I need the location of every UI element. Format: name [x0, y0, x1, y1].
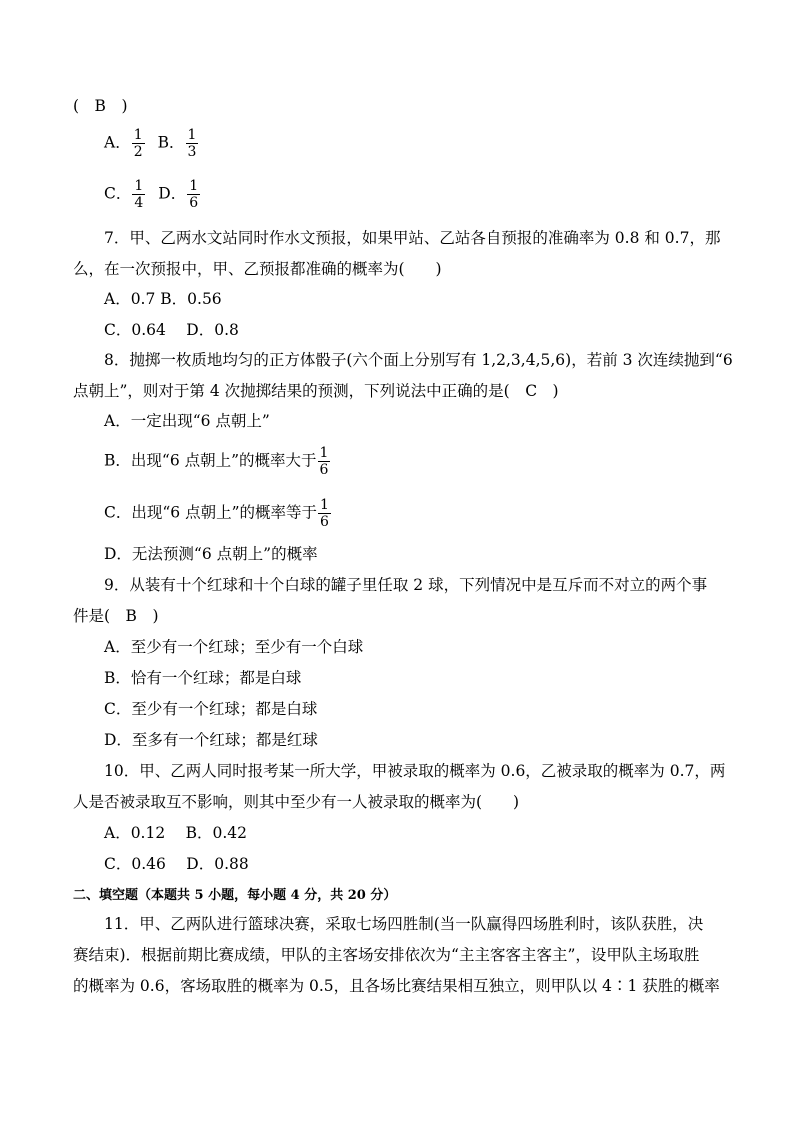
fraction-one-half: $\frac{1}{2}$: [133, 127, 143, 160]
fraction-one-sixth: $\frac{1}{6}$: [189, 178, 199, 211]
q10-options-cd: C．0.46 D．0.88: [104, 855, 249, 873]
q9-stem-line1: 9．从装有十个红球和十个白球的罐子里任取 2 球，下列情况中是互斥而不对立的两个事: [104, 576, 708, 594]
q10-options-ab: A．0.12 B．0.42: [104, 824, 248, 842]
fraction-one-sixth: $\frac{1}{6}$: [320, 497, 329, 530]
q6-option-d-label: D．: [158, 184, 187, 203]
q6-option-b-label: B．: [157, 133, 185, 152]
q6-options-ab: [104, 127, 199, 160]
q9-option-b: B．恰有一个红球；都是白球: [104, 669, 302, 687]
q7-options-cd: C．0.64 D．0.8: [104, 321, 239, 339]
q11-stem-line3: 的概率为 0.6，客场取胜的概率为 0.5，且各场比赛结果相互独立，则甲队以 4∶1 获胜的概率: [73, 977, 720, 995]
q6-option-a-label: A．: [104, 133, 131, 152]
section-heading-fill-in: 二、填空题（本题共 5 小题，每小题 4 分，共 20 分）: [73, 888, 397, 903]
q10-stem-line2: 人是否被录取互不影响，则其中至少有一人被录取的概率为( ): [73, 793, 520, 811]
q11-stem-line1: 11．甲、乙两队进行篮球决赛，采取七场四胜制(当一队赢得四场胜利时，该队获胜，决: [104, 915, 704, 933]
q8-option-c-text: C．出现“6 点朝上”的概率等于: [104, 503, 317, 522]
q11-stem-line2: 赛结束)．根据前期比赛成绩，甲队的主客场安排依次为“主主客客主客主”，设甲队主场取胜: [73, 946, 700, 964]
q8-option-d: D．无法预测“6 点朝上”的概率: [104, 545, 318, 563]
q9-stem-line2: 件是( B ): [73, 607, 159, 625]
q6-options-cd: [104, 178, 201, 211]
q9-option-a: A．至少有一个红球；至少有一个白球: [104, 638, 364, 656]
q7-stem-line2: 么，在一次预报中，甲、乙预报都准确的概率为( ): [73, 260, 442, 278]
q8-option-b-text: B．出现“6 点朝上”的概率大于: [104, 451, 317, 470]
q8-option-a: A．一定出现“6 点朝上”: [104, 412, 270, 430]
fraction-one-quarter: $\frac{1}{4}$: [134, 178, 144, 211]
q10-stem-line1: 10．甲、乙两人同时报考某一所大学，甲被录取的概率为 0.6，乙被录取的概率为 0.7，两: [104, 762, 726, 780]
fraction-one-third: $\frac{1}{3}$: [187, 127, 197, 160]
q9-option-c: C．至少有一个红球；都是白球: [104, 700, 318, 718]
q7-stem-line1: 7．甲、乙两水文站同时作水文预报，如果甲站、乙站各自预报的准确率为 0.8 和 0.7，那: [104, 229, 721, 247]
q8-stem-line1: 8．抛掷一枚质地均匀的正方体骰子(六个面上分别写有 1,2,3,4,5,6)，若前 3 次连续抛到“6: [104, 351, 733, 369]
q7-options-ab: A．0.7 B．0.56: [104, 290, 222, 308]
q8-stem-line2: 点朝上”，则对于第 4 次抛掷结果的预测，下列说法中正确的是( C ): [73, 382, 559, 400]
q8-option-c: [104, 497, 332, 530]
q8-option-b: [104, 445, 331, 478]
q6-answer: ( B ): [73, 97, 128, 115]
fraction-one-sixth: $\frac{1}{6}$: [319, 445, 329, 478]
q9-option-d: D．至多有一个红球；都是红球: [104, 731, 318, 749]
q6-option-c-label: C．: [104, 184, 132, 203]
